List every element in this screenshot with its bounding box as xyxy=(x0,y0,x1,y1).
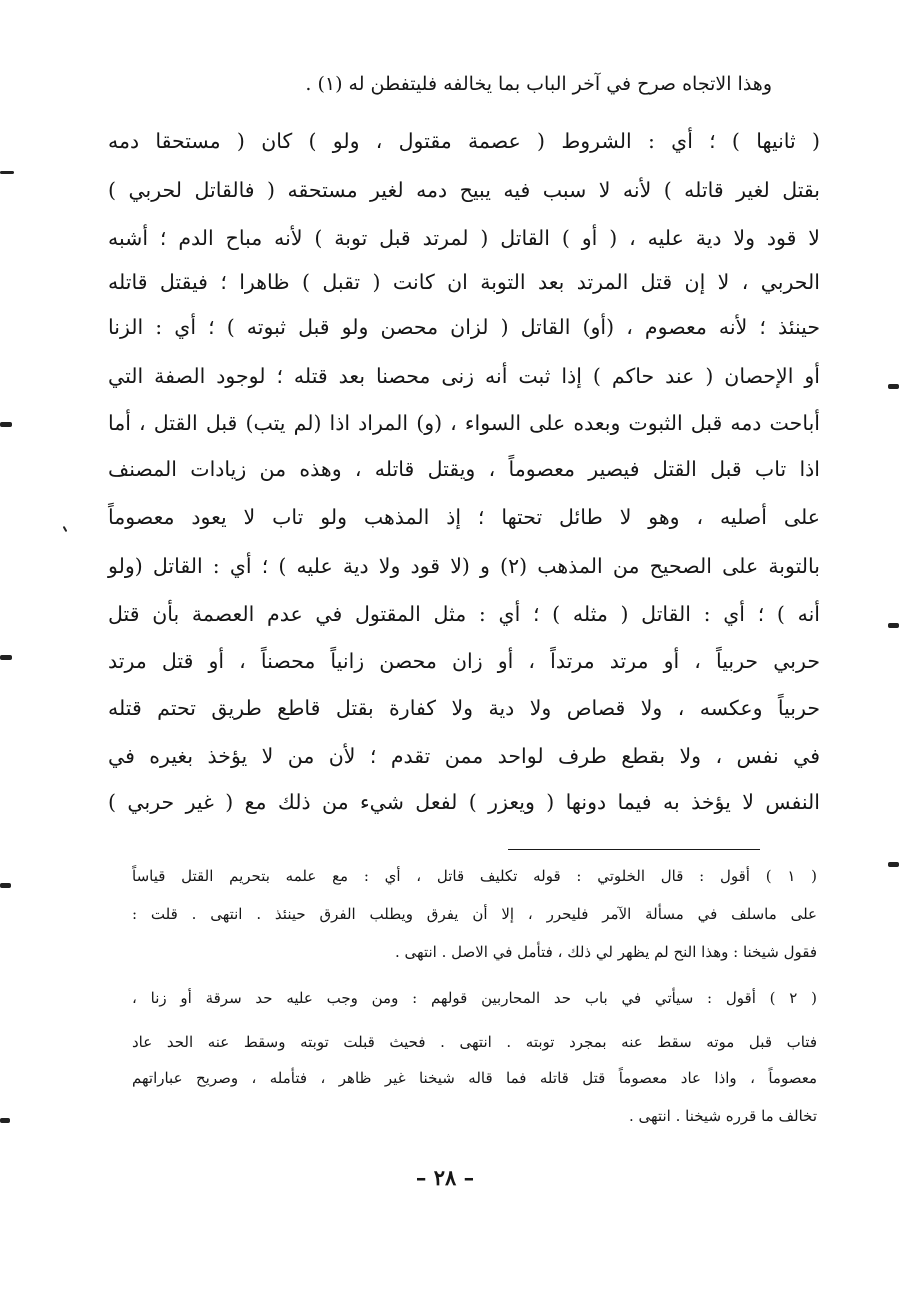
margin-mark xyxy=(0,883,11,888)
body-line-6: حينئذ ؛ لأنه معصوم ، (أو) القاتل ( لزان محصن ولو قبل ثبوته ) ؛ أي : الزنا xyxy=(108,315,820,339)
body-line-15: في نفس ، ولا بقطع طرف لواحد ممن تقدم ؛ لأن من لا يؤخذ بغيره في xyxy=(108,744,820,768)
footnote-separator xyxy=(508,849,760,850)
body-line-7: أو الإحصان ( عند حاكم ) إذا ثبت أنه زنى محصنا بعد قتله ؛ لوجود الصفة التي xyxy=(108,364,820,388)
footnote-2-line-4: تخالف ما قرره شيخنا . انتهى . xyxy=(629,1107,817,1125)
body-line-14: حربياً وعكسه ، ولا قصاص ولا دية ولا كفارة بقتل قاطع طريق تحتم قتله xyxy=(108,696,820,720)
body-line-13: حربي حربياً ، أو مرتد مرتداً ، أو زان محصن زانياً محصناً ، أو قتل مرتد xyxy=(108,649,820,673)
footnote-2-line-3: معصوماً ، واذا عاد معصوماً قتل قاتله فما قاله شيخنا غير ظاهر ، فتأمله ، وصريح عباراتهم xyxy=(132,1069,817,1087)
body-line-8: أباحت دمه قبل الثبوت وبعده على السواء ، (و) المراد اذا (لم يتب) قبل القتل ، أما xyxy=(108,411,820,435)
footnote-1-line-1: ( ١ ) أقول : قال الخلوتي : قوله تكليف قاتل ، أي : مع علمه بتحريم القتل قياساً xyxy=(132,867,817,885)
margin-mark xyxy=(0,422,12,427)
body-line-11: بالتوبة على الصحيح من المذهب (٢) و (لا قود ولا دية عليه ) ؛ أي : القاتل (ولو xyxy=(108,554,820,578)
body-line-2: ( ثانيها ) ؛ أي : الشروط ( عصمة مقتول ، ولو ) كان ( مستحقا دمه xyxy=(108,129,820,153)
footnote-1-line-2: على ماسلف في مسألة الآمر فليحرر ، إلا أن يفرق ويطلب الفرق حينئذ . انتهى . قلت : xyxy=(132,905,817,923)
margin-mark xyxy=(63,526,68,532)
body-line-4: لا قود ولا دية عليه ، ( أو ) القاتل ( لمرتد قبل توبة ) لأنه مباح الدم ؛ أشبه xyxy=(108,226,820,250)
margin-mark xyxy=(0,1118,10,1123)
margin-mark xyxy=(888,384,899,389)
body-line-16: النفس لا يؤخذ به فيما دونها ( ويعزر ) لفعل شيء من ذلك مع ( غير حربي ) xyxy=(108,790,820,814)
margin-mark xyxy=(888,862,899,867)
body-line-1: وهذا الاتجاه صرح في آخر الباب بما يخالفه فليتفطن له (١) . xyxy=(305,73,772,95)
margin-mark xyxy=(0,655,12,660)
page-number: – ٢٨ – xyxy=(415,1165,475,1190)
body-line-9: اذا تاب قبل القتل فيصير معصوماً ، ويقتل قاتله ، وهذه من زيادات المصنف xyxy=(108,457,820,481)
body-line-5: الحربي ، لا إن قتل المرتد بعد التوبة ان كانت ( تقبل ) ظاهرا ؛ فيقتل قاتله xyxy=(108,270,820,294)
footnote-1-line-3: فقول شيخنا : وهذا النح لم يظهر لي ذلك ، فتأمل في الاصل . انتهى . xyxy=(395,943,817,961)
footnote-2-line-2: فتاب قبل موته سقط عنه بمجرد توبته . انتهى . فحيث قبلت توبته وسقط عنه الحد عاد xyxy=(132,1033,817,1051)
body-line-12: أنه ) ؛ أي : القاتل ( مثله ) ؛ أي : مثل المقتول في عدم العصمة بأن قتل xyxy=(108,602,820,626)
body-line-10: على أصليه ، وهو لا طائل تحتها ؛ إذ المذهب ولو تاب لا يعود معصوماً xyxy=(108,505,820,529)
margin-mark xyxy=(888,623,899,628)
margin-mark xyxy=(0,171,14,174)
body-line-3: بقتل لغير قاتله ) لأنه لا سبب فيه يبيح دمه لغير مستحقه ( فالقاتل لحربي ) xyxy=(108,178,820,202)
footnote-2-line-1: ( ٢ ) أقول : سيأتي في باب حد المحاربين قولهم : ومن وجب عليه حد سرقة أو زنا ، xyxy=(132,989,817,1007)
